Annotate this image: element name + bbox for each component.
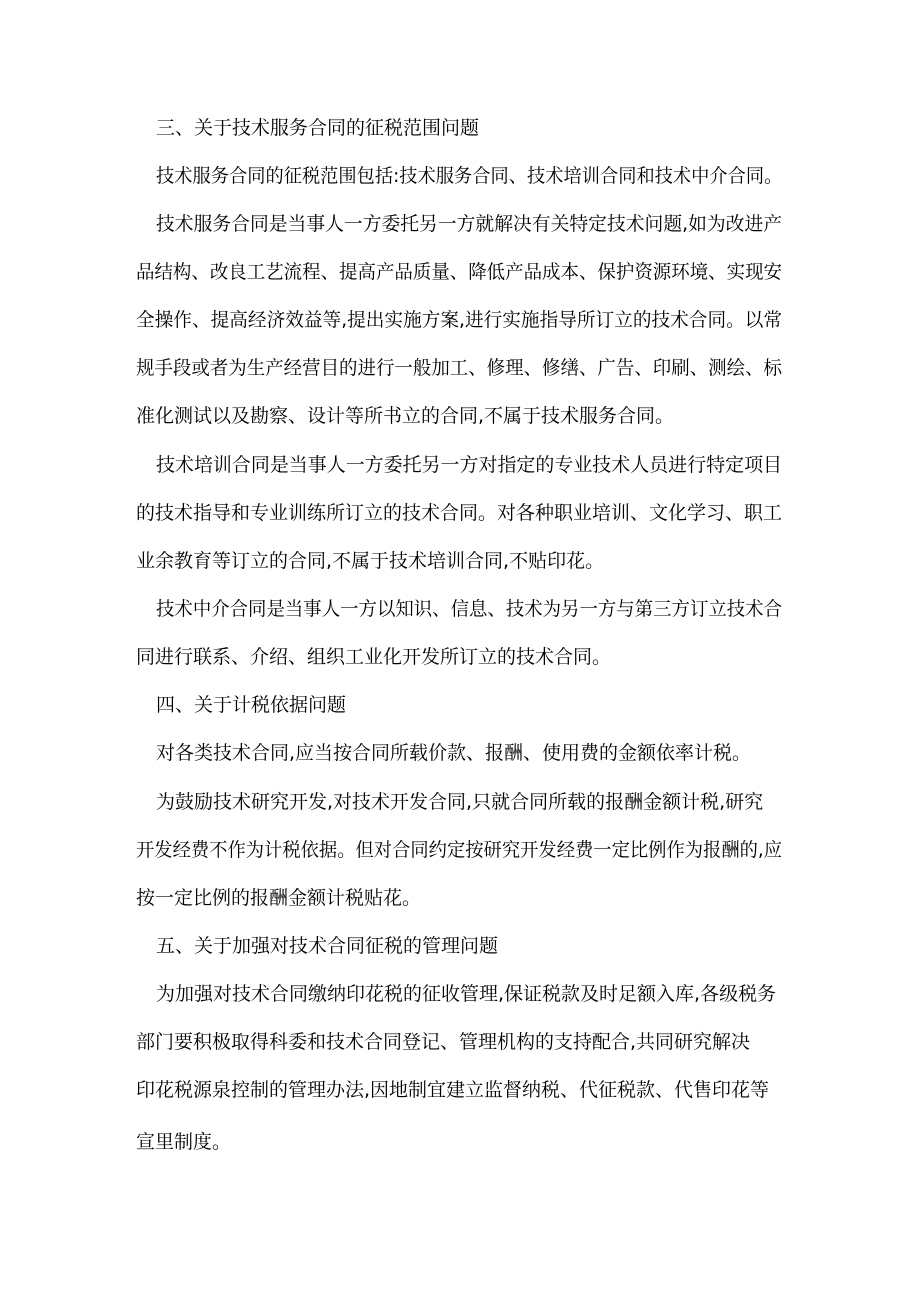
paragraph-line: 按一定比例的报酬金额计税贴花。 [136,887,422,909]
paragraph-line: 的技术指导和专业训练所订立的技术合同。对各种职业培训、文化学习、职工 [136,502,783,524]
section-heading-4: 四、关于计税依据问题 [156,694,347,716]
paragraph-line: 品结构、改良工艺流程、提高产品质量、降低产品成本、保护资源环境、实现安 [136,261,783,283]
paragraph-line: 为鼓励技术研究开发,对技术开发合同,只就合同所载的报酬金额计税,研究 [156,791,764,813]
section-heading-3: 三、关于技术服务合同的征税范围问题 [156,117,480,139]
paragraph-line: 技术培训合同是当事人一方委托另一方对指定的专业技术人员进行特定项目 [156,454,783,476]
section-heading-5: 五、关于加强对技术合同征税的管理问题 [156,935,499,957]
paragraph-line: 开发经费不作为计税依据。但对合同约定按研究开发经费一定比例作为报酬的,应 [136,839,783,861]
paragraph-line: 同进行联系、介绍、组织工业化开发所订立的技术合同。 [136,646,612,668]
paragraph-line: 全操作、提高经济效益等,提出实施方案,进行实施指导所订立的技术合同。以常 [136,309,783,331]
paragraph-line: 技术中介合同是当事人一方以知识、信息、技术为另一方与第三方订立技术合 [156,598,783,620]
paragraph-line: 规手段或者为生产经营目的进行一般加工、修理、修缮、广告、印刷、测绘、标 [136,357,783,379]
paragraph-line: 准化测试以及勘察、设计等所书立的合同,不属于技术服务合同。 [136,405,675,427]
paragraph-line: 印花税源泉控制的管理办法,因地制宜建立监督纳税、代征税款、代售印花等 [136,1079,770,1101]
paragraph-line: 技术服务合同的征税范围包括:技术服务合同、技术培训合同和技术中介合同。 [156,165,783,187]
paragraph-line: 为加强对技术合同缴纳印花税的征收管理,保证税款及时足额入库,各级税务 [156,983,777,1005]
paragraph-line: 部门要积极取得科委和技术合同登记、管理机构的支持配合,共同研究解决 [136,1031,751,1053]
paragraph-line: 对各类技术合同,应当按合同所载价款、报酬、使用费的金额依率计税。 [156,742,752,764]
paragraph-line: 宣里制度。 [136,1131,232,1153]
paragraph-line: 技术服务合同是当事人一方委托另一方就解决有关特定技术问题,如为改进产 [156,213,783,235]
paragraph-line: 业余教育等订立的合同,不属于技术培训合同,不贴印花。 [136,550,605,572]
